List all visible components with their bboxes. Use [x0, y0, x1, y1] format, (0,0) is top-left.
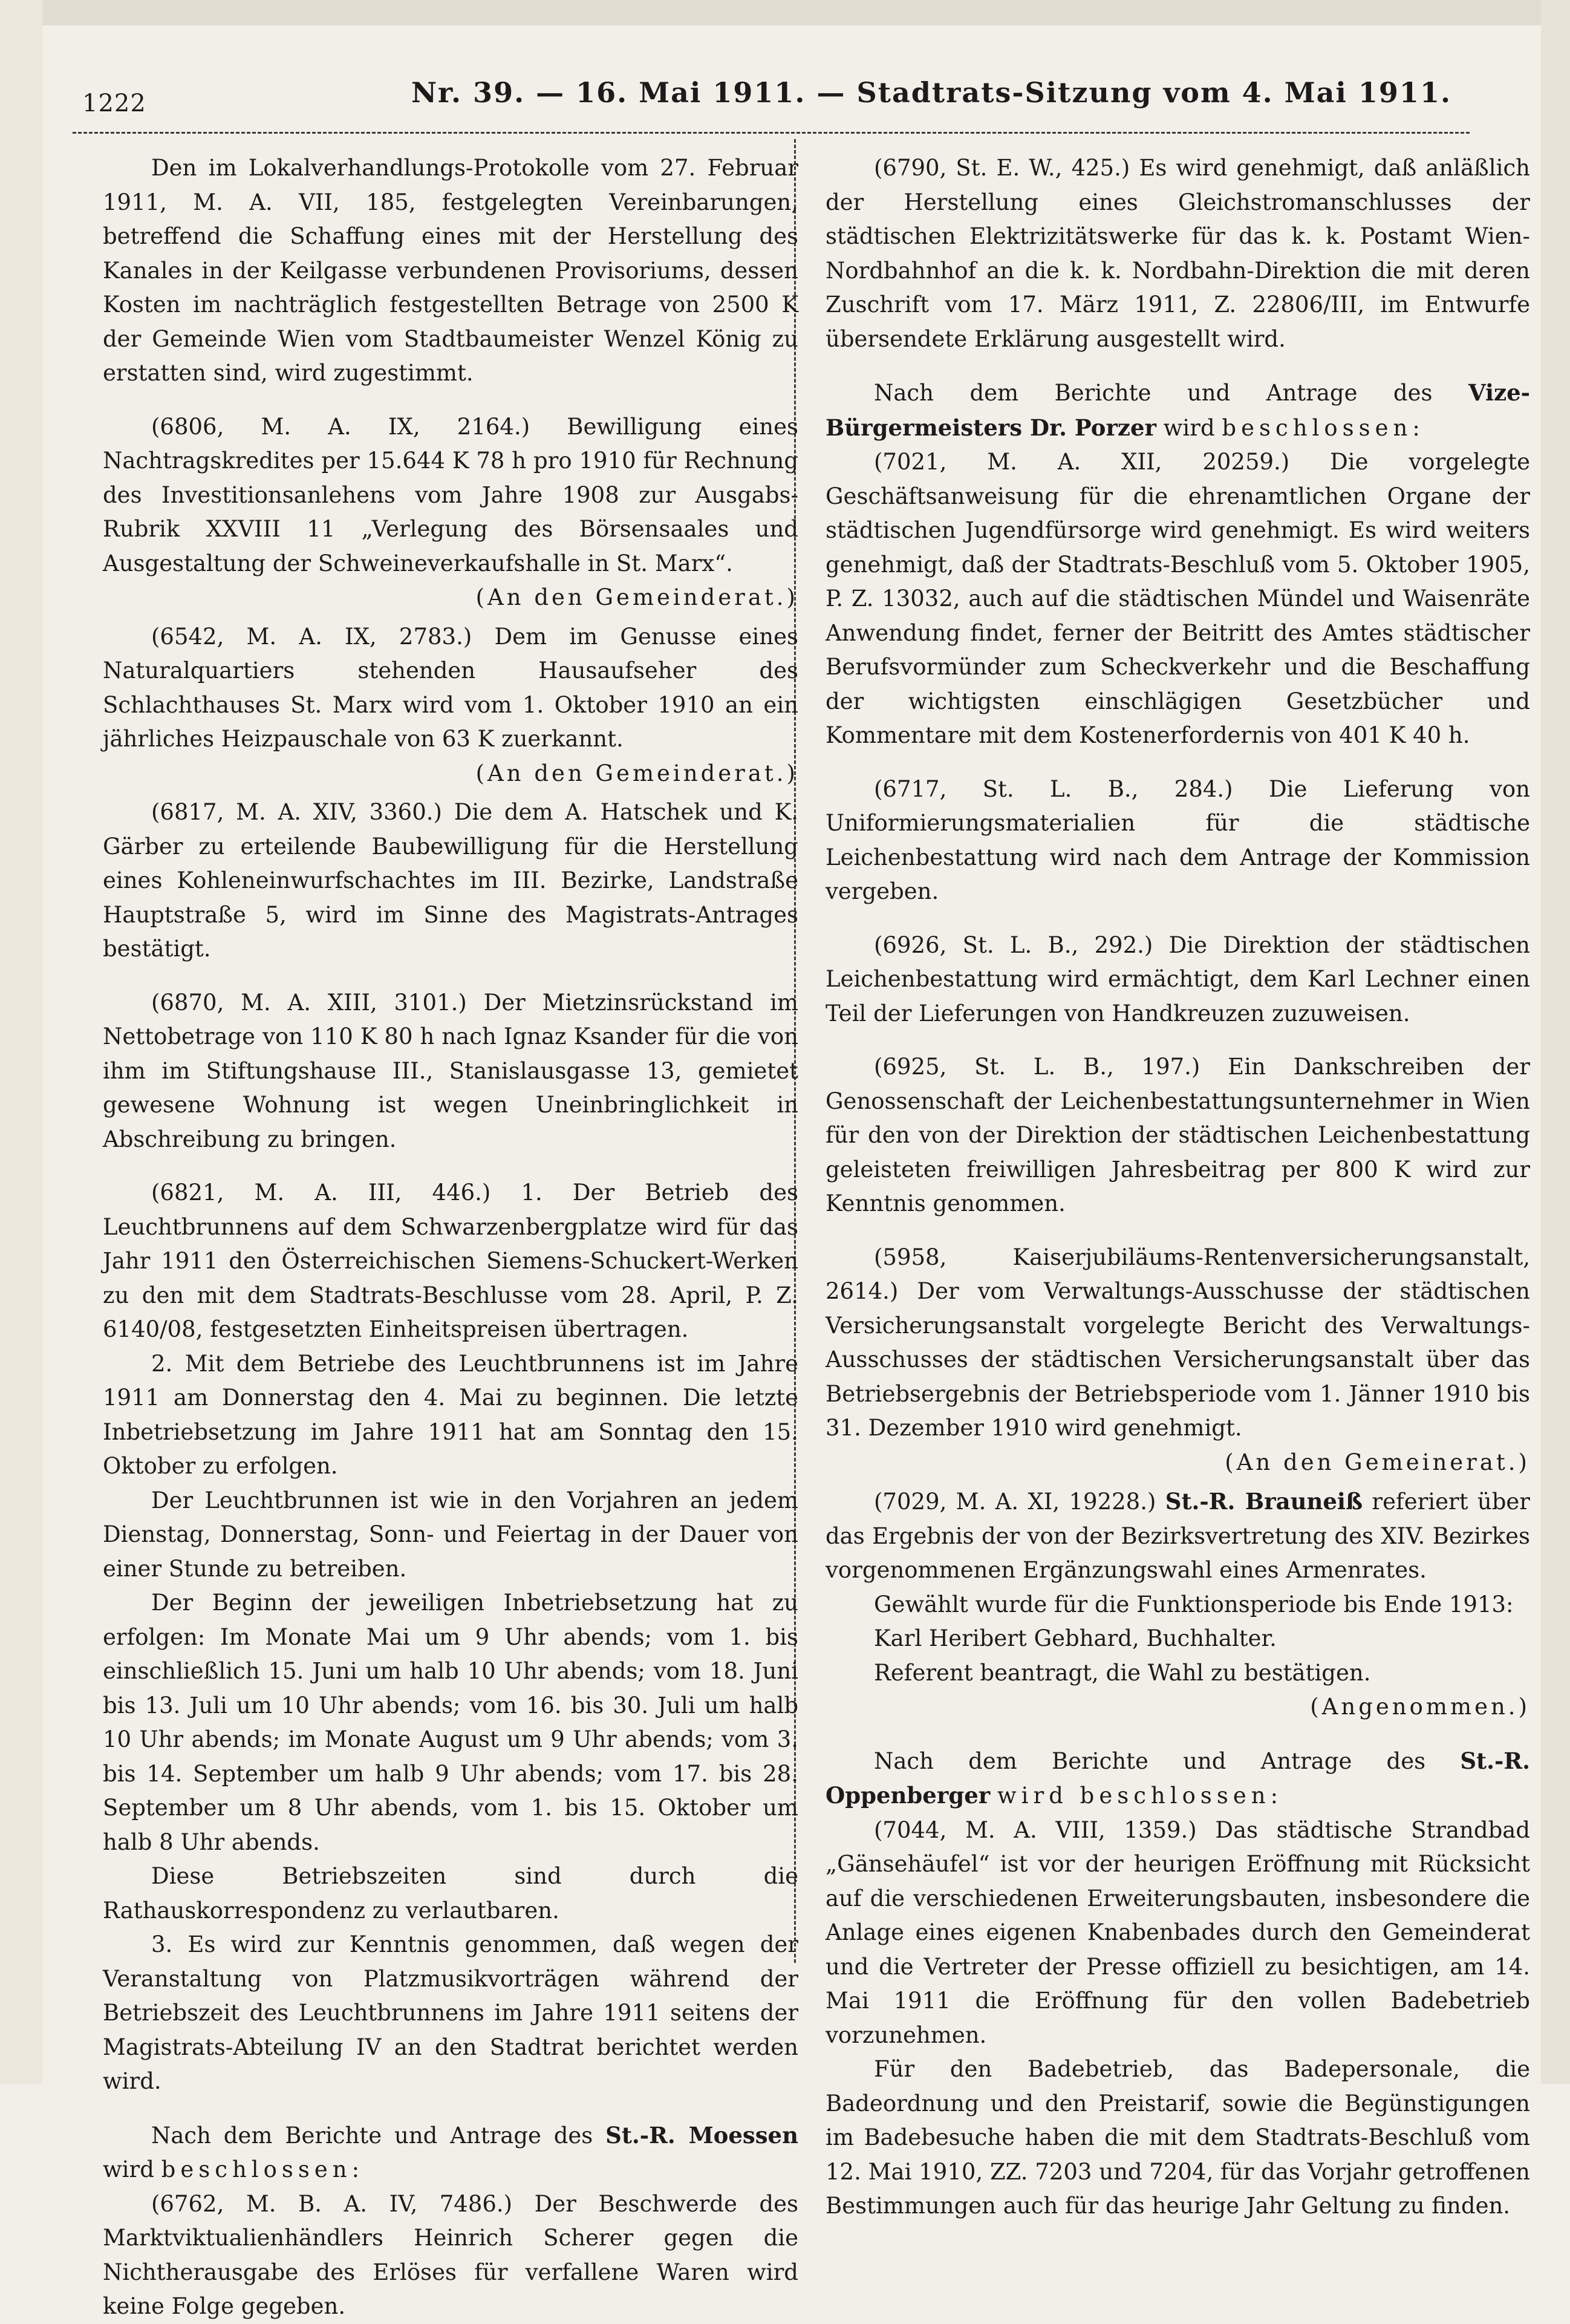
entry-6790: (6790, St. E. W., 425.) Es wird genehmigt, daß anläßlich der Herstellung eines Gleichstromanschlusses der städtischen Elektrizitätswerke für das k. k. Postamt Wien-Nordbahnhof an die k. k. Nordbahn-Direktion die mit deren Zuschrift vom 17. März 1911, Z. 22806/III, im Entwurfe übersendete Erklärung ausgestellt wird.: [826, 155, 1530, 352]
resolution-lead-text: Nach dem Berichte und Antrage des: [874, 1748, 1426, 1774]
entry-6762: (6762, M. B. A. IV, 7486.) Der Beschwerde des Marktviktualienhändlers Heinrich Scherer gegen die Nichtherausgabe des Erlöses für verfallene Waren wird keine Folge gegeben.: [103, 2190, 798, 2319]
entry-6925: (6925, St. L. B., 197.) Ein Dankschreiben der Genossenschaft der Leichenbestattungsunternehmer in Wien für den von der Direktion der städtischen Leichenbestattung geleisteten freiwilligen Jahresbeitrag per 800 K wird zur Kenntnis genommen.: [826, 1054, 1530, 1216]
entry-6870: (6870, M. A. XIII, 3101.) Der Mietzinsrückstand im Nettobetrage von 110 K 80 h nach Ignaz Ksander für die von ihm im Stiftungshause III., Stanislausgasse 13, gemietet gewesene Wohnung ist wegen Uneinbringlichkeit in Abschreibung zu bringen.: [103, 989, 798, 1152]
councillor-name: St.-R. Oppenberger: [826, 1747, 1531, 1809]
resolution-lead-text: Nach dem Berichte und Antrage des: [874, 380, 1433, 406]
entry-text: (5958, Kaiserjubiläums-Rentenversicherungsanstalt, 2614.) Der vom Verwaltungs-Ausschusse der städtischen Versicherungsanstalt vorgelegte Bericht des Verwaltungs-Ausschusses der städtischen Versicherungsanstalt über das Betriebsergebnis der Betriebsperiode vom 1. Jänner 1910 bis 31. Dezember 1910 wird genehmigt.: [826, 1244, 1530, 1441]
entry-text: (6806, M. A. IX, 2164.) Bewilligung eines Nachtragskredites per 15.644 K 78 h pro 1910 für Rechnung des Investitionsanlehens vom Jahre 1908 zur Ausgabs-Rubrik XXVIII 11 „Verlegung des Börsensaales und Ausgestaltung der Schweineverkaufshalle in St. Marx“.: [103, 413, 798, 576]
entry-6542: [103, 620, 798, 791]
left-column: [103, 151, 798, 2324]
entry-text: referiert über das Ergebnis der von der Bezirksvertretung des XIV. Bezirkes vorgenommenen Ergänzungswahl eines Armenrates.: [826, 1489, 1530, 1583]
entry-6817: (6817, M. A. XIV, 3360.) Die dem A. Hatschek und K. Gärber zu erteilende Baubewilligung für die Herstellung eines Kohleneinwurfschachtes im III. Bezirke, Landstraße Hauptstraße 5, wird im Sinne des Magistrats-Antrages bestätigt.: [103, 799, 798, 962]
referent-motion: Referent beantragt, die Wahl zu bestätigen.: [874, 1659, 1371, 1686]
resolution-lead-text: Nach dem Berichte und Antrage des: [151, 2122, 593, 2149]
entry-6821-operation-days: Der Leuchtbrunnen ist wie in den Vorjahren an jedem Dienstag, Donnerstag, Sonn- und Feiertag in der Dauer von einer Stunde zu betreiben.: [103, 1487, 798, 1582]
header-rule: [73, 132, 1470, 134]
accepted-note: (Angenommen.): [1310, 1694, 1530, 1720]
referral-note: (An den Gemeinerat.): [1225, 1449, 1530, 1475]
right-column: [826, 151, 1530, 2224]
referral-note: (An den Gemeinderat.): [475, 760, 798, 786]
resolution-lead-oppenberger: [826, 1744, 1530, 1813]
entry-7044: (7044, M. A. VIII, 1359.) Das städtische Strandbad „Gänsehäufel“ ist vor der heurigen Eröffnung mit Rücksicht auf die verschiedenen Erweiterungsbauten, insbesondere die Anlage eines eigenen Knabenbades durch den Gemeinderat und die Vertreter der Presse offiziell zu besichtigen, am 14. Mai 1911 die Eröffnung für den vollen Badebetrieb vorzunehmen.: [826, 1816, 1530, 2048]
entry-7029: [826, 1484, 1530, 1588]
elected-person: Karl Heribert Gebhard, Buchhalter.: [874, 1625, 1277, 1651]
entry-6717: (6717, St. L. B., 284.) Die Lieferung von Uniformierungsmaterialien für die städtische Leichenbestattung wird nach dem Antrage der Kommission vergeben.: [826, 775, 1530, 904]
entry-6821-schedule: Der Beginn der jeweiligen Inbetriebsetzung hat zu erfolgen: Im Monate Mai um 9 Uhr abends; vom 1. bis einschließlich 15. Juni um halb 10 Uhr abends; vom 18. Juni bis 13. Juli um 10 Uhr abends; vom 16. bis 30. Juli um halb 10 Uhr abends; im Monate August um 9 Uhr abends; vom 3. bis 14. September um halb 9 Uhr abends; vom 17. bis 28. September um 8 Uhr abends, vom 1. bis 15. Oktober um halb 8 Uhr abends.: [103, 1590, 798, 1855]
entry-6821-point-1: (6821, M. A. III, 446.) 1. Der Betrieb des Leuchtbrunnens auf dem Schwarzenbergplatze wird für das Jahr 1911 den Österreichischen Siemens-Schuckert-Werken zu den mit dem Stadtrats-Beschlusse vom 28. April, P. Z. 6140/08, festgesetzten Einheitspreisen übertragen.: [103, 1180, 798, 1342]
entry-5958: [826, 1241, 1530, 1480]
resolution-keyword: beschlossen:: [161, 2156, 365, 2182]
scan-edge-left: [0, 0, 42, 2084]
entry-7021: (7021, M. A. XII, 20259.) Die vorgelegte Geschäftsanweisung für die ehrenamtlichen Organe der städtischen Jugendfürsorge wird genehmigt. Es wird weiters genehmigt, daß der Stadtrats-Beschluß vom 5. Oktober 1905, P. Z. 13032, auch auf die städtischen Mündel und Waisenräte Anwendung findet, ferner der Beitritt des Amtes städtischer Berufsvormünder zum Scheckverkehr und die Beschaffung der wichtigsten einschlägigen Gesetzbücher und Kommentare mit dem Kostenerfordernis von 401 K 40 h.: [826, 449, 1530, 748]
councillor-name: St.-R. Brauneiß: [1165, 1488, 1363, 1515]
resolution-keyword: wird beschlossen:: [997, 1783, 1283, 1809]
entry-6821-announcement: Diese Betriebszeiten sind durch die Rathauskorrespondenz zu verlautbaren.: [103, 1863, 798, 1924]
entry-text: (6542, M. A. IX, 2783.) Dem im Genusse eines Naturalquartiers stehenden Hausaufseher des Schlachthauses St. Marx wird vom 1. Oktober 1910 an ein jährliches Heizpauschale von 63 K zuerkannt.: [103, 623, 798, 752]
entry-6821-point-3: 3. Es wird zur Kenntnis genommen, daß wegen der Veranstaltung von Platzmusikvorträgen während der Betriebszeit des Leuchtbrunnens im Jahre 1911 seitens der Magistrats-Abteilung IV an den Stadtrat berichtet werden wird.: [103, 1931, 798, 2094]
councillor-name: St.-R. Moessen: [605, 2121, 798, 2149]
entry-6926: (6926, St. L. B., 292.) Die Direktion der städtischen Leichenbestattung wird ermächtigt, dem Karl Lechner einen Teil der Lieferungen von Handkreuzen zuzuweisen.: [826, 932, 1530, 1027]
scan-edge-right: [1541, 0, 1570, 2084]
resolution-verb: wird: [103, 2156, 154, 2182]
resolution-verb: wird: [1163, 414, 1215, 441]
election-line: Gewählt wurde für die Funktionsperiode bis Ende 1913:: [874, 1591, 1514, 1617]
resolution-lead-moessen: [103, 2118, 798, 2187]
paragraph-koenig: Den im Lokalverhandlungs-Protokolle vom 27. Februar 1911, M. A. VII, 185, festgelegten Vereinbarungen, betreffend die Schaffung eines mit der Herstellung des Kanales in der Keilgasse verbundenen Provisoriums, dessen Kosten im nachträglich festgestellten Betrage von 2500 K der Gemeinde Wien vom Stadtbaumeister Wenzel König zu erstatten sind, wird zugestimmt.: [103, 155, 798, 386]
motion-result: [826, 1690, 1530, 1725]
entry-6806: [103, 410, 798, 615]
resolution-keyword: beschlossen:: [1222, 414, 1425, 441]
page-header: [73, 60, 1470, 121]
scan-edge-top: [0, 0, 1570, 25]
entry-7044-bathing: Für den Badebetrieb, das Badepersonale, die Badeordnung und den Preistarif, sowie die Begünstigungen im Badebesuche haben die mit dem Stadtrats-Beschluß vom 12. Mai 1910, ZZ. 7203 und 7204, für das Vorjahr getroffenen Bestimmungen auch für das heurige Jahr Geltung zu finden.: [826, 2056, 1530, 2219]
vice-mayor-name: Vize-Bürgermeisters Dr. Porzer: [826, 379, 1531, 441]
referral-note: (An den Gemeinderat.): [475, 584, 798, 610]
page-number: 1222: [82, 90, 146, 117]
resolution-lead-porzer: [826, 376, 1530, 445]
entry-reference: (7029, M. A. XI, 19228.): [874, 1489, 1156, 1515]
entry-6821-point-2: 2. Mit dem Betriebe des Leuchtbrunnens ist im Jahre 1911 am Donnerstag den 4. Mai zu beginnen. Die letzte Inbetriebsetzung im Jahre 1911 hat am Sonntag den 15. Oktober zu erfolgen.: [103, 1350, 798, 1479]
running-title: Nr. 39. — 16. Mai 1911. — Stadtrats-Sitzung vom 4. Mai 1911.: [411, 76, 1451, 109]
